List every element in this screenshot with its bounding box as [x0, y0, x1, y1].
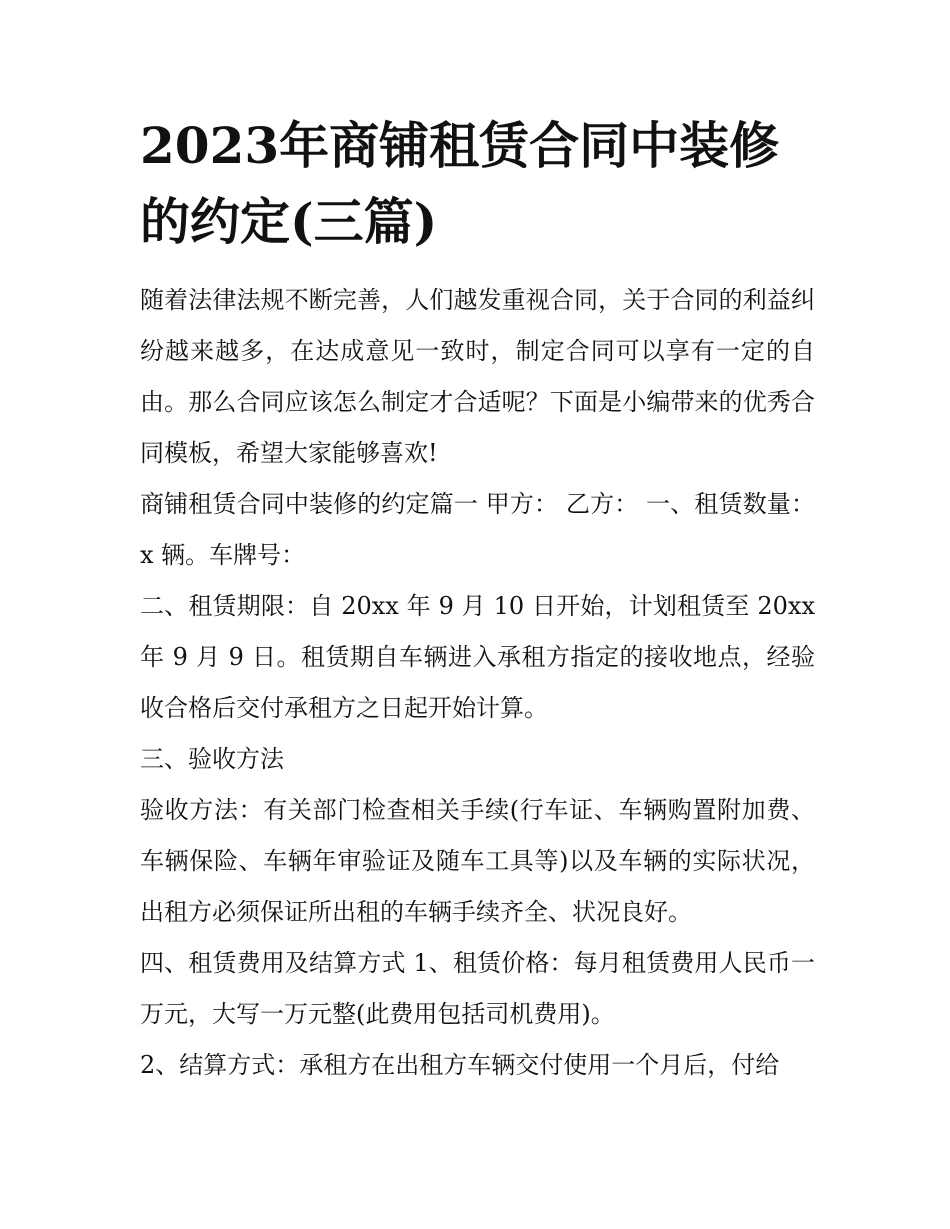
contract-header-paragraph: 商铺租赁合同中装修的约定篇一 甲方： 乙方： 一、租赁数量：x 辆。车牌号： — [140, 490, 815, 569]
lease-term-paragraph: 二、租赁期限：自 20xx 年 9 月 10 日开始，计划租赁至 20xx 年 9 月 9 日。租赁期自车辆进入承租方指定的接收地点，经验收合格后交付承租方之日起开始计算。 — [140, 592, 815, 722]
lease-fee-paragraph: 四、租赁费用及结算方式 1、租赁价格：每月租赁费用人民币一万元，大写一万元整(此费用包括司机费用)。 — [140, 949, 815, 1028]
document-title: 2023年商铺租赁合同中装修的约定(三篇) — [140, 116, 780, 251]
section-heading-inspection: 三、验收方法 — [140, 745, 284, 773]
inspection-method-paragraph: 验收方法：有关部门检查相关手续(行车证、车辆购置附加费、车辆保险、车辆年审验证及随车工具等)以及车辆的实际状况，出租方必须保证所出租的车辆手续齐全、状况良好。 — [140, 796, 815, 926]
settlement-paragraph: 2、结算方式：承租方在出租方车辆交付使用一个月后，付给 — [140, 1051, 780, 1079]
intro-paragraph: 随着法律法规不断完善，人们越发重视合同，关于合同的利益纠纷越来越多，在达成意见一致时，制定合同可以享有一定的自由。那么合同应该怎么制定才合适呢？下面是小编带来的优秀合同模板，希望大家能够喜欢! — [140, 286, 815, 467]
document-body — [140, 275, 815, 1091]
